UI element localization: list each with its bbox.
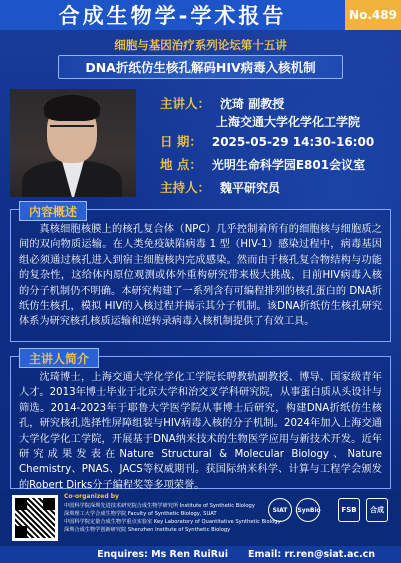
date-label: 日 期： (160, 134, 202, 149)
forum-title: 细胞与基因治疗系列论坛第十五讲 (114, 38, 287, 52)
enquiry-contact: Enquires: Ms Ren RuiRui (97, 549, 229, 560)
bio-heading: 主讲人简介 (19, 348, 99, 368)
abstract-section (10, 204, 391, 342)
organizer-line: 中国科学院深圳先进技术研究院合成生物学研究所 Institute of Synthetic Biology (64, 503, 255, 509)
bio-section (10, 351, 391, 491)
issue-badge: No.489 (345, 0, 401, 30)
organizer-line: 深圳合成生物学创新研究院 Shenzhen Institute of Synthetic Biology (64, 527, 231, 533)
isynbio-logo-icon: iSynBio (296, 498, 320, 522)
location-value: 光明生命科学园E801会议室 (211, 158, 366, 172)
location-row (160, 155, 365, 173)
title-bar (0, 0, 345, 30)
speaker-row (160, 94, 284, 112)
talk-title: DNA折纸仿生核孔解码HIV病毒入核机制 (85, 60, 316, 75)
host-label: 主持人： (160, 180, 211, 195)
main-title: 合成生物学-学术报告 (58, 4, 287, 28)
fsb-logo-icon: FSB (338, 498, 360, 522)
date-row (160, 132, 374, 150)
speaker-photo (10, 89, 136, 197)
organizer-line: 深圳理工大学合成生物学院 Faculty of Synthetic Biology, SUAT (64, 511, 217, 517)
host-value: 魏平研究员 (220, 181, 281, 195)
bio-text: 沈琦博士，上海交通大学化学化工学院长聘教轨副教授、博导、国家级青年人才。2013年博士毕业于北京大学和治交叉学科研究院，从事蛋白质从头设计与筛选。2014-2023年于耶鲁大学医学院从事博士后研究，构建DNA折纸仿生核孔，研究核孔选择性屏障组装与HIV病毒入核的分子机制。2024年加入上海交通大学化学化工学院，开展基于DNA纳米技术的生物医学应用与新技术开发。近年研究成果发表在Nature Structural & Molecular Biology、Nature Chemistry、PNAS、JACS等权威期刊。获国际纳米科学、计算与工程学会颁发的Robert Dirks分子编程奖等多项荣誉。 (19, 372, 382, 491)
abstract-heading: 内容概述 (19, 201, 87, 221)
date-value: 2025-05-29 14:30-16:00 (211, 135, 375, 149)
host-row (160, 178, 280, 196)
speaker-name: 沈琦 副教授 (220, 97, 285, 111)
organizer-heading: Co-organized by (64, 493, 119, 500)
organizer-line: 中国科学院定量合成生物学重点实验室 Key Laboratory of Quantitative Synthetic Biology (64, 519, 281, 525)
abstract-text: 真核细胞核膜上的核孔复合体（NPC）几乎控制着所有的细胞核与细胞质之间的双向物质运输。在人类免疫缺陷病毒 1 型（HIV-1）感染过程中，病毒基因组必须通过核孔进入到宿主细胞核内完成感染。然而由于核孔复合物结构与功能的复杂性，这给体内原位观测或体外重构研究带来极大挑战，目前HIV病毒入核的分子机制仍不明确。本研究构建了一系列含有可编程排列的核孔蛋白的 DNA折纸仿生核孔，模拟 HIV的入核过程并揭示其分子机制。该DNA折纸仿生核孔研究体系为研究核孔核质运输和逆转录病毒入核机制提供了有效工具。 (19, 224, 382, 328)
speaker-affiliation: 上海交通大学化学化工学院 (216, 115, 361, 129)
location-label: 地 点： (160, 157, 202, 172)
topic-box (58, 55, 343, 79)
photo-hair-shape (44, 95, 100, 121)
speaker-label: 主讲人： (160, 96, 211, 111)
qr-code-icon (12, 495, 58, 541)
photo-glasses-shape (50, 125, 94, 135)
enquiry-email: Email: rr.ren@siat.ac.cn (248, 549, 375, 560)
synbio-logo-icon: 合成 (366, 498, 388, 522)
siat-logo-icon: SIAT (268, 498, 292, 522)
enquiry-bar (0, 546, 401, 563)
